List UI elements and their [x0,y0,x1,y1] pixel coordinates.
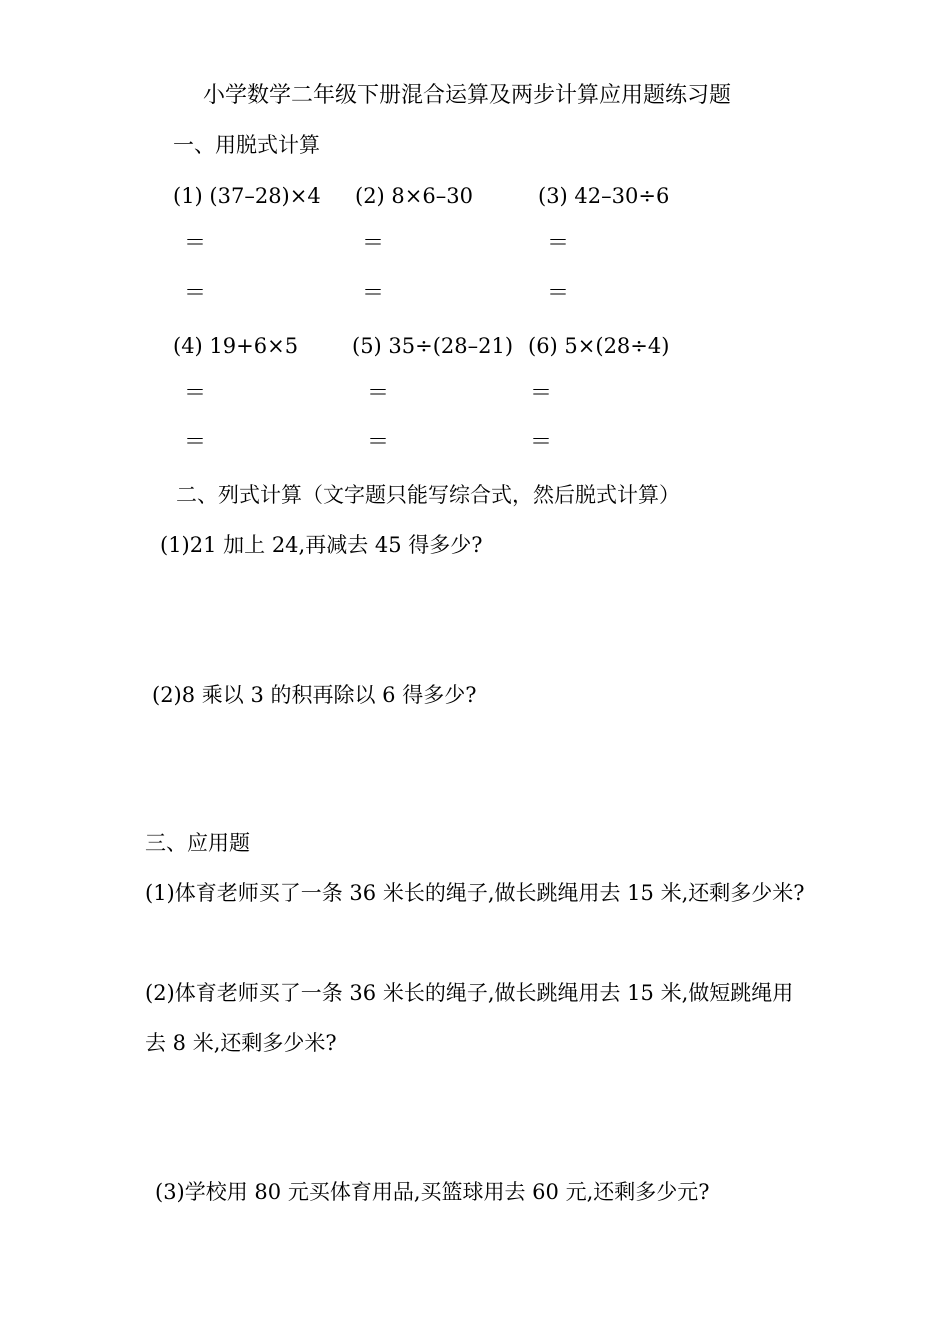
equals-sign: ＝ [184,231,207,256]
equals-sign: ＝ [547,231,570,256]
problem-1-4: (4) 19+6×5 [173,334,299,358]
section3-question-2-line1: (2)体育老师买了一条 36 米长的绳子,做长跳绳用去 15 米,做短跳绳用 [145,981,794,1005]
equals-sign: ＝ [530,430,553,455]
equals-sign: ＝ [362,231,385,256]
section3-question-2-line2: 去 8 米,还剩多少米? [145,1031,337,1055]
equals-sign: ＝ [367,430,390,455]
problem-1-1: (1) (37–28)×4 [173,184,321,208]
section3-heading: 三、应用题 [145,831,250,855]
section2-question-2: (2)8 乘以 3 的积再除以 6 得多少? [152,683,477,707]
equals-sign: ＝ [547,281,570,306]
page-title: 小学数学二年级下册混合运算及两步计算应用题练习题 [203,83,732,108]
section3-question-3: (3)学校用 80 元买体育用品,买篮球用去 60 元,还剩多少元? [155,1180,710,1204]
section3-question-1: (1)体育老师买了一条 36 米长的绳子,做长跳绳用去 15 米,还剩多少米? [145,881,805,905]
problem-1-3: (3) 42–30÷6 [538,184,670,208]
section2-heading: 二、列式计算（文字题只能写综合式，然后脱式计算） [176,483,680,507]
equals-sign: ＝ [184,430,207,455]
problem-1-5: (5) 35÷(28–21) [352,334,514,358]
section2-question-1: (1)21 加上 24,再减去 45 得多少? [160,533,483,557]
problem-1-2: (2) 8×6–30 [355,184,473,208]
equals-sign: ＝ [367,381,390,406]
equals-sign: ＝ [530,381,553,406]
equals-sign: ＝ [362,281,385,306]
problem-1-6: (6) 5×(28÷4) [528,334,670,358]
equals-sign: ＝ [184,281,207,306]
equals-sign: ＝ [184,381,207,406]
section1-heading: 一、用脱式计算 [173,133,320,157]
